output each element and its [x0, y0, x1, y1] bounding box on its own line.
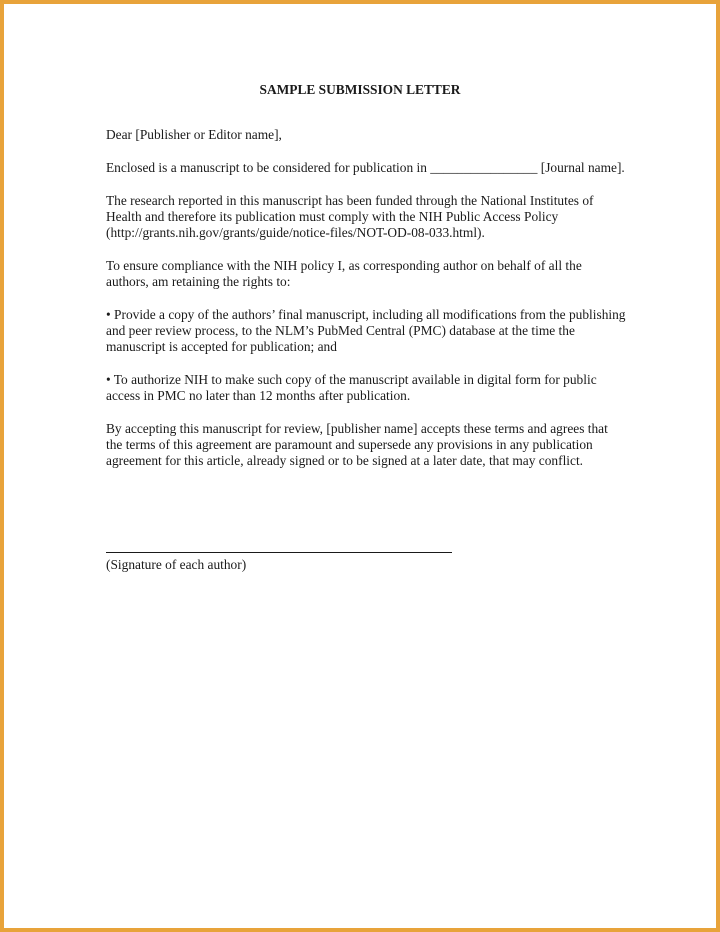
- letter-body: [106, 82, 626, 486]
- paragraph-enclosed: Enclosed is a manuscript to be considered for publication in ________________ [Journal name].: [106, 160, 625, 175]
- signature-line: [106, 552, 452, 553]
- letter-title: SAMPLE SUBMISSION LETTER: [259, 82, 461, 97]
- signature-label: (Signature of each author): [106, 557, 247, 572]
- signature-block: [106, 552, 452, 573]
- paragraph-acceptance: By accepting this manuscript for review, [publisher name] accepts these terms and agrees that the terms of this agreement are paramount and supersede any provisions in any publication agreement for this article, already signed or to be signed at a later date, that may conflict.: [106, 421, 608, 468]
- bullet-authorize-nih: • To authorize NIH to make such copy of the manuscript available in digital form for public access in PMC no later than 12 months after publication.: [106, 372, 597, 403]
- salutation: Dear [Publisher or Editor name],: [106, 127, 282, 142]
- paragraph-funding: The research reported in this manuscript has been funded through the National Institutes of Health and therefore its publication must comply with the NIH Public Access Policy (http://grants.nih.gov/grants/guide/notice-files/NOT-OD-08-033.html).: [106, 193, 594, 240]
- paragraph-compliance: To ensure compliance with the NIH policy I, as corresponding author on behalf of all the authors, am retaining the rights to:: [106, 258, 582, 289]
- bullet-provide-copy: • Provide a copy of the authors’ final manuscript, including all modifications from the publishing and peer review process, to the NLM’s PubMed Central (PMC) database at the time the manuscript is accepted for publication; and: [106, 307, 626, 354]
